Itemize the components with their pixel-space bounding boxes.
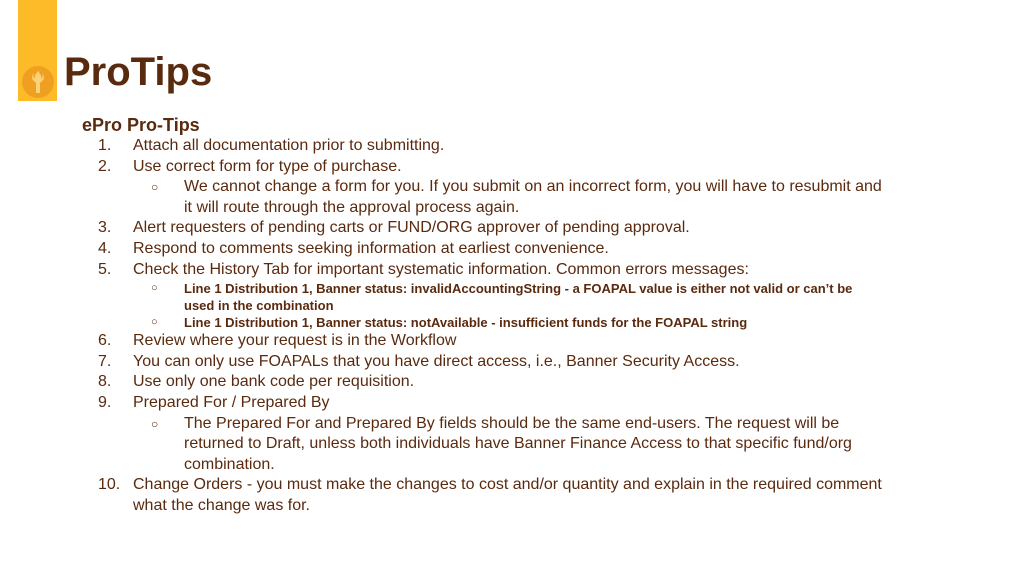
tip-number: 6. bbox=[98, 332, 112, 350]
sub-text: We cannot change a form for you. If you submit on an incorrect form, you will have to resubmit and it will route through the approval process again. bbox=[184, 178, 882, 216]
tip-number: 5. bbox=[98, 260, 112, 278]
tip-text: Alert requesters of pending carts or FUND/ORG approver of pending approval. bbox=[133, 219, 690, 237]
circle-bullet-icon: ○ bbox=[151, 282, 158, 295]
circle-bullet-icon: ○ bbox=[151, 316, 158, 329]
tip-item bbox=[82, 218, 882, 239]
slide-title: ProTips bbox=[64, 50, 213, 94]
tip-number: 2. bbox=[98, 157, 112, 175]
tip-text: Attach all documentation prior to submitting. bbox=[133, 137, 445, 154]
tip-text: Review where your request is in the Workflow bbox=[133, 332, 457, 350]
tip-text: Change Orders - you must make the changes to cost and/or quantity and explain in the required comment what the change was for. bbox=[133, 476, 882, 514]
tip-text: You can only use FOAPALs that you have direct access, i.e., Banner Security Access. bbox=[133, 352, 740, 370]
sub-text: Line 1 Distribution 1, Banner status: notAvailable - insufficient funds for the FOAPAL string bbox=[184, 315, 748, 331]
tip-number: 3. bbox=[98, 219, 112, 237]
circle-bullet-icon: ○ bbox=[151, 180, 159, 195]
tip-item bbox=[82, 393, 882, 475]
tip-item bbox=[82, 475, 882, 516]
sub-item bbox=[133, 414, 882, 476]
sub-list bbox=[133, 280, 882, 331]
tip-number: 8. bbox=[98, 373, 112, 391]
tip-item bbox=[82, 331, 882, 352]
sub-item bbox=[133, 314, 882, 331]
tip-item bbox=[82, 136, 882, 157]
tip-item bbox=[82, 239, 882, 260]
tip-item bbox=[82, 352, 882, 373]
sub-text: Line 1 Distribution 1, Banner status: invalidAccountingString - a FOAPAL value is either not valid or can’t be used in the combination bbox=[184, 281, 853, 314]
tip-number: 10. bbox=[98, 476, 121, 494]
slide-content bbox=[82, 114, 882, 517]
tips-list bbox=[82, 136, 882, 517]
tip-number: 1. bbox=[98, 137, 112, 154]
tip-item bbox=[82, 372, 882, 393]
torch-icon bbox=[22, 66, 54, 98]
sub-item bbox=[133, 177, 882, 218]
tip-item bbox=[82, 260, 882, 332]
tip-text: Prepared For / Prepared By bbox=[133, 393, 330, 411]
tip-text: Respond to comments seeking information at earliest convenience. bbox=[133, 239, 609, 257]
tip-item bbox=[82, 157, 882, 219]
sub-item bbox=[133, 280, 882, 314]
tip-number: 4. bbox=[98, 239, 112, 257]
tip-number: 9. bbox=[98, 393, 112, 411]
tip-number: 7. bbox=[98, 352, 112, 370]
slide-subtitle: ePro Pro-Tips bbox=[82, 115, 200, 135]
sub-list bbox=[133, 177, 882, 218]
tip-text: Check the History Tab for important systematic information. Common errors messages: bbox=[133, 260, 749, 278]
sub-text: The Prepared For and Prepared By fields should be the same end-users. The request will be returned to Draft, unless both individuals have Banner Finance Access to that specific fund/org combination. bbox=[184, 414, 852, 473]
circle-bullet-icon: ○ bbox=[151, 416, 159, 431]
sub-list bbox=[133, 414, 882, 476]
tip-text: Use only one bank code per requisition. bbox=[133, 373, 415, 391]
tip-text: Use correct form for type of purchase. bbox=[133, 157, 402, 175]
